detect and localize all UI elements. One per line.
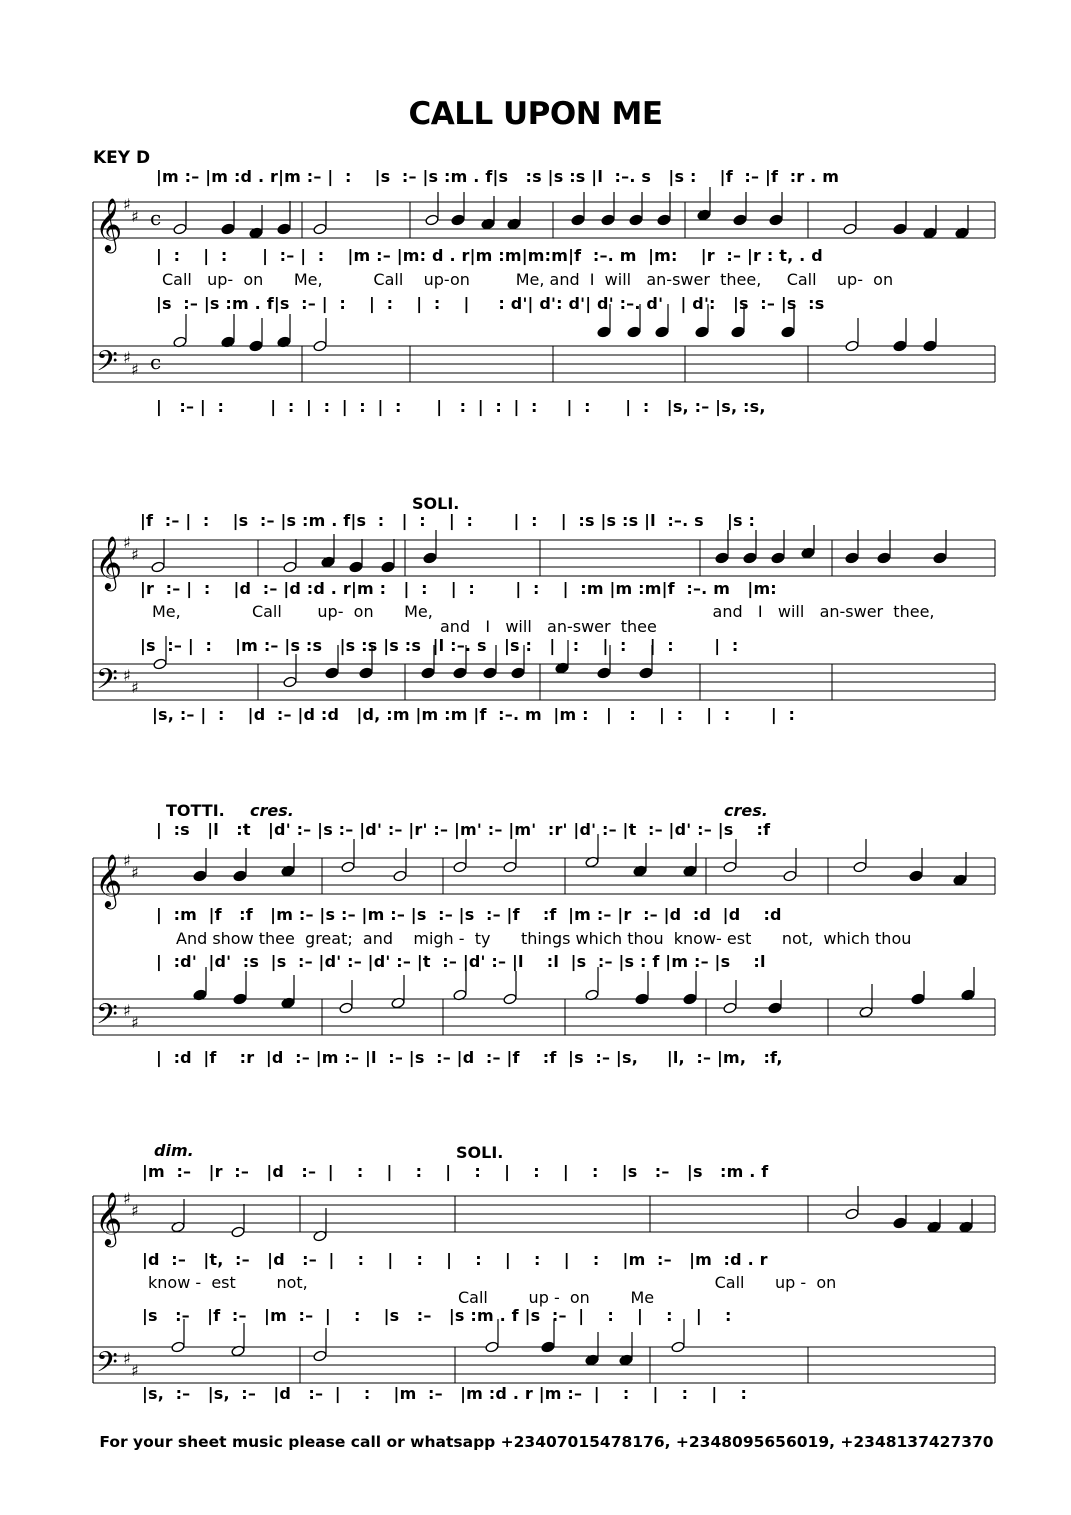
bass-3-note xyxy=(233,993,247,1005)
bass-2-note xyxy=(511,667,525,679)
bass-2-note xyxy=(283,676,297,688)
bass-4-note xyxy=(485,1341,499,1353)
sharp-icon: ♯ xyxy=(123,195,131,214)
lyrics-2b: and I will an-swer thee xyxy=(440,617,657,636)
bass-1-note xyxy=(249,340,263,352)
treble-2-note xyxy=(933,552,947,564)
dim-marking: dim. xyxy=(154,1141,194,1160)
treble-2-note xyxy=(423,552,437,564)
treble-1-note xyxy=(629,214,643,226)
treble-2-note xyxy=(877,552,891,564)
treble-1-note xyxy=(571,214,585,226)
treble-1-note xyxy=(313,223,327,235)
treble-1-note xyxy=(173,223,187,235)
sharp-icon: ♯ xyxy=(131,1201,139,1220)
totti-marking: TOTTI. xyxy=(166,801,225,820)
page-title: CALL UPON ME xyxy=(408,96,663,132)
bass-2-note xyxy=(421,667,435,679)
bass-4-note xyxy=(171,1341,185,1353)
bass-clef-icon: 𝄢 xyxy=(96,1346,118,1386)
treble-3-note xyxy=(909,870,923,882)
solfa-soprano-3: | :s |l :t |d' :– |s :– |d' :– |r' :– |m' :– |m' :r' |d' :– |t :– |d' :– |s :f xyxy=(156,820,771,839)
lyrics-3: And show thee great; and migh - ty things which thou know- est not, which thou xyxy=(176,929,912,948)
solfa-tenor-1: |s :– |s :m . f|s :– | : | : | : | : d'| d': d'| d' :–. d' | d': |s :– |s :s xyxy=(156,294,825,313)
bass-4-note xyxy=(541,1341,555,1353)
bass-clef-icon: 𝄢 xyxy=(96,345,118,385)
lyrics-1: Call up- on Me, Call up-on Me, and I will an-swer thee, Call up- on xyxy=(162,270,894,289)
bass-1-note xyxy=(655,326,669,338)
sharp-icon: ♯ xyxy=(123,666,131,685)
sharp-icon: ♯ xyxy=(131,1361,139,1380)
sharp-icon: ♯ xyxy=(131,360,139,379)
treble-1-note xyxy=(451,214,465,226)
bass-1-note xyxy=(923,340,937,352)
solfa-alto-4: |d :– |t, :– |d :– | : | : | : | : | : |m :– |m :d . r xyxy=(142,1250,768,1269)
common-time-icon: c xyxy=(150,350,162,374)
bass-1-note xyxy=(597,326,611,338)
bass-3-note xyxy=(683,993,697,1005)
sharp-icon: ♯ xyxy=(123,533,131,552)
solfa-soprano-1: |m :– |m :d . r|m :– | : |s :– |s :m . f|s :s |s :s |l :–. s |s : |f :– |f :r . m xyxy=(156,167,840,186)
lyrics-2: Me, Call up- on Me, and I will an-swer thee, xyxy=(152,602,935,621)
footer-contact: For your sheet music please call or whatsapp +23407015478176, +2348095656019, +2348137427370 xyxy=(99,1433,994,1451)
bass-2-note xyxy=(153,658,167,670)
bass-3-note xyxy=(339,1002,353,1014)
treble-2-note xyxy=(715,552,729,564)
treble-clef-icon: 𝄞 xyxy=(95,1191,123,1245)
treble-clef-icon: 𝄞 xyxy=(95,197,123,251)
sharp-icon: ♯ xyxy=(131,207,139,226)
bass-2-note xyxy=(639,667,653,679)
treble-1-note xyxy=(893,223,907,235)
bass-1-note xyxy=(313,340,327,352)
sharp-icon: ♯ xyxy=(131,1013,139,1032)
treble-3-note xyxy=(233,870,247,882)
sharp-icon: ♯ xyxy=(131,678,139,697)
treble-clef-icon: 𝄞 xyxy=(95,853,123,907)
treble-2-note xyxy=(743,552,757,564)
bass-clef-icon: 𝄢 xyxy=(96,663,118,703)
bass-3-note xyxy=(635,993,649,1005)
treble-1-note xyxy=(769,214,783,226)
sharp-icon: ♯ xyxy=(123,348,131,367)
lyrics-4: know - est not, Call up - on xyxy=(148,1273,837,1292)
bass-1-note xyxy=(893,340,907,352)
treble-3-note xyxy=(853,861,867,873)
solfa-soprano-4: |m :– |r :– |d :– | : | : | : | : | : |s :– |s :m . f xyxy=(142,1162,769,1181)
bass-3-note xyxy=(768,1002,782,1014)
treble-1-note xyxy=(425,214,439,226)
treble-2-note xyxy=(381,561,395,573)
treble-1-note xyxy=(277,223,291,235)
treble-3-note xyxy=(503,861,517,873)
solfa-bass-2: |s, :– | : |d :– |d :d |d, :m |m :m |f :–. m |m : | : | : | : | : xyxy=(152,705,796,724)
treble-3-note xyxy=(723,861,737,873)
key-signature-label: KEY D xyxy=(93,148,151,168)
treble-1-note xyxy=(657,214,671,226)
treble-3-note xyxy=(193,870,207,882)
sharp-icon: ♯ xyxy=(131,545,139,564)
treble-4-note xyxy=(231,1226,245,1238)
bass-2-note xyxy=(453,667,467,679)
bass-1-note xyxy=(627,326,641,338)
solfa-tenor-3: | :d' |d' :s |s :– |d' :– |d' :– |t :– |d' :– |l :l |s :– |s : f |m :– |s :l xyxy=(156,952,766,971)
solfa-bass-4: |s, :– |s, :– |d :– | : |m :– |m :d . r |m :– | : | : | : xyxy=(142,1384,748,1403)
treble-1-note xyxy=(733,214,747,226)
treble-4-note xyxy=(845,1208,859,1220)
treble-clef-icon: 𝄞 xyxy=(95,535,123,589)
solfa-tenor-2: |s :– | : |m :– |s :s |s :s |s :s |l :–. s |s : | : | : | : | : xyxy=(140,636,739,655)
bass-1-note xyxy=(695,326,709,338)
solfa-alto-3: | :m |f :f |m :– |s :– |m :– |s :– |s :– |f :f |m :– |r :– |d :d |d :d xyxy=(156,905,782,924)
bass-3-note xyxy=(503,993,517,1005)
bass-3-note xyxy=(911,993,925,1005)
sharp-icon: ♯ xyxy=(123,1349,131,1368)
solfa-tenor-4: |s :– |f :– |m :– | : |s :– |s :m . f |s :– | : | : | : xyxy=(142,1306,732,1325)
sharp-icon: ♯ xyxy=(123,851,131,870)
sharp-icon: ♯ xyxy=(123,1001,131,1020)
bass-4-note xyxy=(671,1341,685,1353)
solfa-alto-2: |r :– | : |d :– |d :d . r|m : | : | : | : | :m |m :m|f :–. m |m: xyxy=(140,579,777,598)
cres-marking-1: cres. xyxy=(250,801,294,820)
treble-2-note xyxy=(771,552,785,564)
bass-1-note xyxy=(731,326,745,338)
bass-2-note xyxy=(359,667,373,679)
bass-2-note xyxy=(597,667,611,679)
sharp-icon: ♯ xyxy=(131,863,139,882)
treble-3-note xyxy=(341,861,355,873)
soli-marking: SOLI. xyxy=(412,494,460,513)
sharp-icon: ♯ xyxy=(123,1189,131,1208)
treble-4-note xyxy=(893,1217,907,1229)
bass-4-note xyxy=(313,1350,327,1362)
treble-2-note xyxy=(349,561,363,573)
soli-marking-2: SOLI. xyxy=(456,1143,504,1162)
common-time-icon: c xyxy=(150,206,162,230)
bass-2-note xyxy=(483,667,497,679)
bass-1-note xyxy=(845,340,859,352)
treble-1-note xyxy=(843,223,857,235)
treble-3-note xyxy=(783,870,797,882)
treble-2-note xyxy=(283,561,297,573)
treble-3-note xyxy=(453,861,467,873)
bass-3-note xyxy=(723,1002,737,1014)
lyrics-4b: Call up - on Me xyxy=(458,1288,655,1307)
treble-2-note xyxy=(151,561,165,573)
cres-marking-2: cres. xyxy=(724,801,768,820)
treble-3-note xyxy=(393,870,407,882)
treble-1-note xyxy=(601,214,615,226)
treble-2-note xyxy=(845,552,859,564)
bass-2-note xyxy=(325,667,339,679)
solfa-alto-1: | : | : | :– | : |m :– |m: d . r|m :m|m:m|f :–. m |m: |r :– |r : t, . d xyxy=(156,246,823,265)
solfa-bass-3: | :d |f :r |d :– |m :– |l :– |s :– |d :– |f :f |s :– |s, |l, :– |m, :f, xyxy=(156,1048,783,1067)
treble-1-note xyxy=(221,223,235,235)
solfa-bass-1: | :– | : | : | : | : | : | : | : | : | : | : |s, :– |s, :s, xyxy=(156,397,766,416)
bass-clef-icon: 𝄢 xyxy=(96,998,118,1038)
bass-1-note xyxy=(781,326,795,338)
solfa-soprano-2: |f :– | : |s :– |s :m . f|s : | : | : | : | :s |s :s |l :–. s |s : xyxy=(140,511,756,530)
